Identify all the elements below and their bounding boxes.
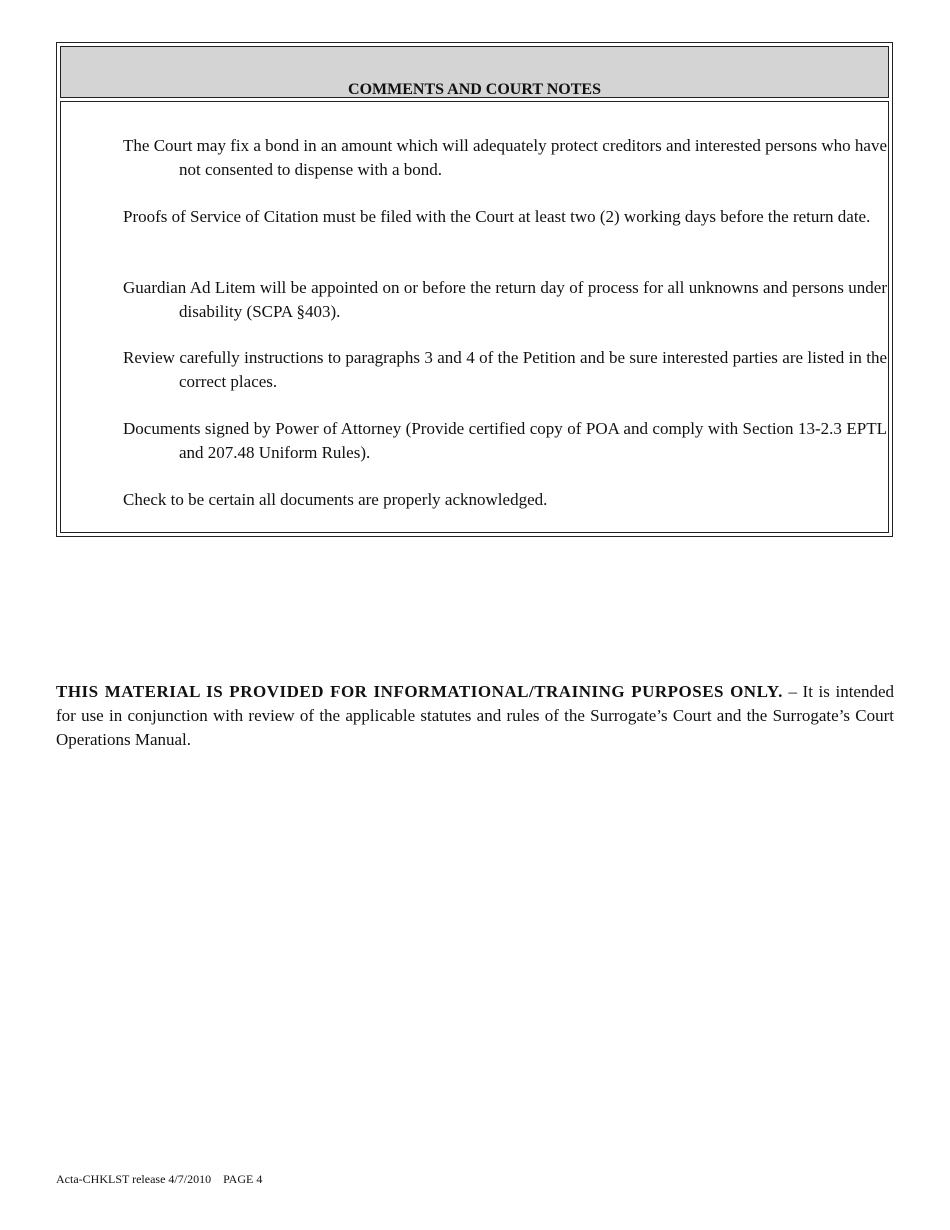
notes-title: COMMENTS AND COURT NOTES (348, 81, 601, 98)
note-item: Documents signed by Power of Attorney (Provide certified copy of POA and comply with Section 13-2.3 EPTL and 207.48 Uniform Rules). (123, 419, 887, 462)
footer-release: Acta-CHKLST release 4/7/2010 (56, 1172, 212, 1186)
note-item: Guardian Ad Litem will be appointed on or before the return day of process for all unknowns and persons under disability (SCPA §403). (123, 278, 887, 321)
disclaimer-bold: THIS MATERIAL IS PROVIDED FOR INFORMATIONAL/TRAINING PURPOSES ONLY. (56, 682, 783, 701)
comments-court-notes-box (56, 42, 893, 537)
note-item: Review carefully instructions to paragraphs 3 and 4 of the Petition and be sure interested parties are listed in the correct places. (123, 348, 887, 391)
note-item: Check to be certain all documents are properly acknowledged. (123, 490, 548, 509)
note-item: Proofs of Service of Citation must be filed with the Court at least two (2) working days before the return date. (123, 207, 871, 226)
note-item: The Court may fix a bond in an amount which will adequately protect creditors and interested persons who have not consented to dispense with a bond. (123, 136, 887, 179)
footer-page-number: PAGE 4 (223, 1172, 263, 1186)
disclaimer-text: – It is intended for use in conjunction with review of the applicable statutes and rules of the Surrogate’s Court and the Surrogate’s Court Operations Manual. (56, 682, 895, 749)
disclaimer-paragraph (56, 680, 894, 752)
page-footer (56, 1172, 262, 1186)
notes-body (60, 101, 889, 533)
notes-header (60, 46, 889, 98)
